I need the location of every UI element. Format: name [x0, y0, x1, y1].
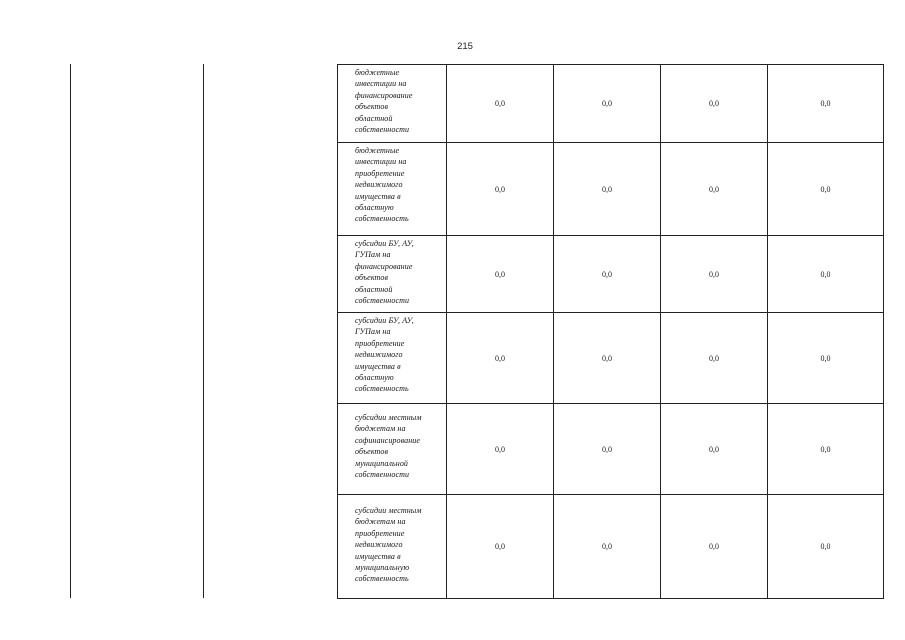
table-row — [338, 143, 884, 236]
value-cell: 0,0 — [554, 143, 661, 236]
row-label: субсидии местным бюджетам на софинансирование объектов муниципальной собственности — [338, 404, 447, 495]
value-cell: 0,0 — [447, 495, 554, 599]
table-row — [338, 65, 884, 143]
budget-table — [337, 64, 884, 599]
value-cell: 0,0 — [661, 495, 768, 599]
table-row — [338, 313, 884, 404]
row-label: субсидии БУ, АУ, ГУПам на финансирование объектов областной собственности — [338, 236, 447, 313]
value-cell: 0,0 — [768, 65, 884, 143]
value-cell: 0,0 — [447, 404, 554, 495]
value-cell: 0,0 — [661, 313, 768, 404]
row-label: субсидии БУ, АУ, ГУПам на приобретение недвижимого имущества в областную собственность — [338, 313, 447, 404]
value-cell: 0,0 — [554, 65, 661, 143]
row-label: субсидии местным бюджетам на приобретение недвижимого имущества в муниципальную собственность — [338, 495, 447, 599]
value-cell: 0,0 — [447, 236, 554, 313]
value-cell: 0,0 — [554, 313, 661, 404]
row-label: бюджетные инвестиции на финансирование объектов областной собственности — [338, 65, 447, 143]
value-cell: 0,0 — [554, 236, 661, 313]
value-cell: 0,0 — [768, 404, 884, 495]
table-row — [338, 236, 884, 313]
value-cell: 0,0 — [447, 143, 554, 236]
page-number: 215 — [457, 41, 473, 52]
value-cell: 0,0 — [768, 495, 884, 599]
row-label: бюджетные инвестиции на приобретение недвижимого имущества в областную собственность — [338, 143, 447, 236]
value-cell: 0,0 — [554, 495, 661, 599]
value-cell: 0,0 — [768, 236, 884, 313]
value-cell: 0,0 — [661, 404, 768, 495]
value-cell: 0,0 — [447, 65, 554, 143]
value-cell: 0,0 — [661, 236, 768, 313]
value-cell: 0,0 — [447, 313, 554, 404]
value-cell: 0,0 — [661, 65, 768, 143]
left-column-border — [70, 64, 71, 598]
table-row — [338, 404, 884, 495]
value-cell: 0,0 — [768, 143, 884, 236]
value-cell: 0,0 — [768, 313, 884, 404]
second-column-border — [203, 64, 204, 598]
value-cell: 0,0 — [661, 143, 768, 236]
value-cell: 0,0 — [554, 404, 661, 495]
table-row — [338, 495, 884, 599]
